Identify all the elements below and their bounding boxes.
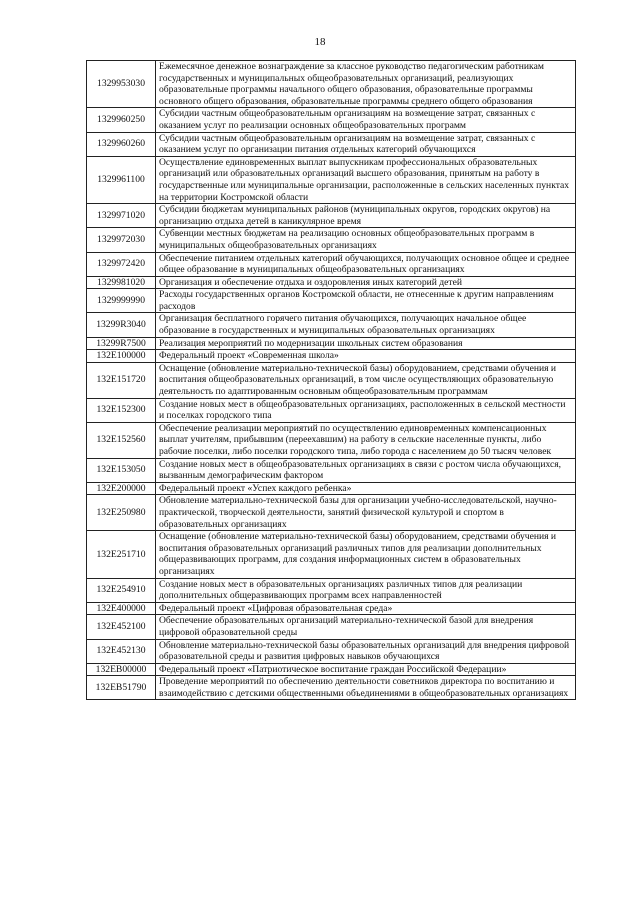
row-code: 132E151720	[87, 362, 156, 398]
row-description: Ежемесячное денежное вознаграждение за классное руководство педагогическим работникам государственных и муниципальных общеобразовательных организаций, реализующих образовательные программы начального общего образования, образовательные программы основного общего образования, образовательные программы среднего общего образования	[156, 61, 576, 108]
table-row	[87, 398, 576, 422]
table-row	[87, 615, 576, 639]
row-code: 1329981020	[87, 276, 156, 289]
row-description: Создание новых мест в образовательных организациях различных типов для реализации дополнительных общеразвивающих программ всех направленностей	[156, 578, 576, 602]
table-row	[87, 313, 576, 337]
row-code: 132E254910	[87, 578, 156, 602]
row-description: Организация и обеспечение отдыха и оздоровления иных категорий детей	[156, 276, 576, 289]
row-description: Оснащение (обновление материально-технической базы) оборудованием, средствами обучения и воспитания образовательных организаций различных типов для реализации дополнительных общеразвивающих программ, для создания информационных систем в образовательных организациях	[156, 531, 576, 578]
row-code: 13299R7500	[87, 337, 156, 350]
table-row	[87, 362, 576, 398]
row-description: Обеспечение питанием отдельных категорий обучающихся, получающих основное общее и среднее общее образование в муниципальных общеобразовательных организациях	[156, 252, 576, 276]
row-code: 1329960260	[87, 132, 156, 156]
budget-code-table	[86, 60, 576, 700]
row-description: Обеспечение образовательных организаций материально-технической базой для внедрения цифровой образовательной среды	[156, 615, 576, 639]
table-row	[87, 639, 576, 663]
table-row	[87, 337, 576, 350]
row-description: Обновление материально-технической базы для организации учебно-исследовательской, научно-практической, творческой деятельности, занятий физической культурой и спортом в образовательных организациях	[156, 495, 576, 531]
row-description: Создание новых мест в общеобразовательных организациях, расположенных в сельской местности и поселках городского типа	[156, 398, 576, 422]
row-code: 1329953030	[87, 61, 156, 108]
table-row	[87, 350, 576, 363]
table-row	[87, 531, 576, 578]
table-row	[87, 458, 576, 482]
row-description: Субсидии частным общеобразовательным организациям на возмещение затрат, связанных с оказанием услуг по организации питания отдельных категорий обучающихся	[156, 132, 576, 156]
row-code: 132E152300	[87, 398, 156, 422]
table-row	[87, 156, 576, 203]
row-description: Организация бесплатного горячего питания обучающихся, получающих начальное общее образование в государственных и муниципальных образовательных организациях	[156, 313, 576, 337]
row-code: 1329999990	[87, 289, 156, 313]
row-code: 132E100000	[87, 350, 156, 363]
row-code: 1329960250	[87, 108, 156, 132]
row-code: 132E452100	[87, 615, 156, 639]
row-code: 1329972030	[87, 228, 156, 252]
row-description: Реализация мероприятий по модернизации школьных систем образования	[156, 337, 576, 350]
row-code: 132E452130	[87, 639, 156, 663]
row-description: Обновление материально-технической базы образовательных организаций для внедрения цифровой образовательной среды и развития цифровых навыков обучающихся	[156, 639, 576, 663]
table-body	[87, 61, 576, 700]
row-code: 13299R3040	[87, 313, 156, 337]
row-description: Проведение мероприятий по обеспечению деятельности советников директора по воспитанию и взаимодействию с детскими общественными объединениями в общеобразовательных организациях	[156, 676, 576, 700]
row-description: Оснащение (обновление материально-технической базы) оборудованием, средствами обучения и воспитания общеобразовательных организаций, в том числе осуществляющих образовательную деятельность по адаптированным основным общеобразовательным программам	[156, 362, 576, 398]
table-row	[87, 578, 576, 602]
row-code: 1329961100	[87, 156, 156, 203]
row-code: 132E200000	[87, 482, 156, 495]
row-code: 132EB51790	[87, 676, 156, 700]
row-description: Обеспечение реализации мероприятий по осуществлению единовременных компенсационных выплат учителям, прибывшим (переехавшим) на работу в сельские населенные пункты, либо рабочие поселки, либо поселки городского типа, либо города с населением до 50 тысяч человек	[156, 422, 576, 458]
row-code: 132E250980	[87, 495, 156, 531]
row-description: Субсидии частным общеобразовательным организациям на возмещение затрат, связанных с оказанием услуг по реализации основных общеобразовательных программ	[156, 108, 576, 132]
row-code: 1329972420	[87, 252, 156, 276]
row-description: Создание новых мест в общеобразовательных организациях в связи с ростом числа обучающихся, вызванным демографическим фактором	[156, 458, 576, 482]
table-row	[87, 602, 576, 615]
table-row	[87, 676, 576, 700]
row-description: Федеральный проект «Патриотическое воспитание граждан Российской Федерации»	[156, 663, 576, 676]
page-number: 18	[314, 36, 326, 48]
row-code: 1329971020	[87, 204, 156, 228]
row-description: Осуществление единовременных выплат выпускникам профессиональных образовательных организаций или образовательных организаций высшего образования, принятым на работу в государственные или муниципальные организации, расположенные в сельских населенных пунктах на территории Костромской области	[156, 156, 576, 203]
row-code: 132E400000	[87, 602, 156, 615]
table-row	[87, 61, 576, 108]
row-description: Субсидии бюджетам муниципальных районов (муниципальных округов, городских округов) на организацию отдыха детей в каникулярное время	[156, 204, 576, 228]
row-code: 132E152560	[87, 422, 156, 458]
table-row	[87, 204, 576, 228]
row-description: Субвенции местных бюджетам на реализацию основных общеобразовательных программ в муниципальных общеобразовательных организациях	[156, 228, 576, 252]
row-description: Федеральный проект «Современная школа»	[156, 350, 576, 363]
row-code: 132E251710	[87, 531, 156, 578]
row-description: Федеральный проект «Цифровая образовательная среда»	[156, 602, 576, 615]
row-code: 132E153050	[87, 458, 156, 482]
table-row	[87, 252, 576, 276]
table-row	[87, 422, 576, 458]
table-row	[87, 289, 576, 313]
table-row	[87, 276, 576, 289]
table-row	[87, 482, 576, 495]
table-row	[87, 108, 576, 132]
row-code: 132EB00000	[87, 663, 156, 676]
table-row	[87, 663, 576, 676]
row-description: Федеральный проект «Успех каждого ребенка»	[156, 482, 576, 495]
table-row	[87, 495, 576, 531]
table-row	[87, 228, 576, 252]
table-row	[87, 132, 576, 156]
row-description: Расходы государственных органов Костромской области, не отнесенные к другим направлениям расходов	[156, 289, 576, 313]
